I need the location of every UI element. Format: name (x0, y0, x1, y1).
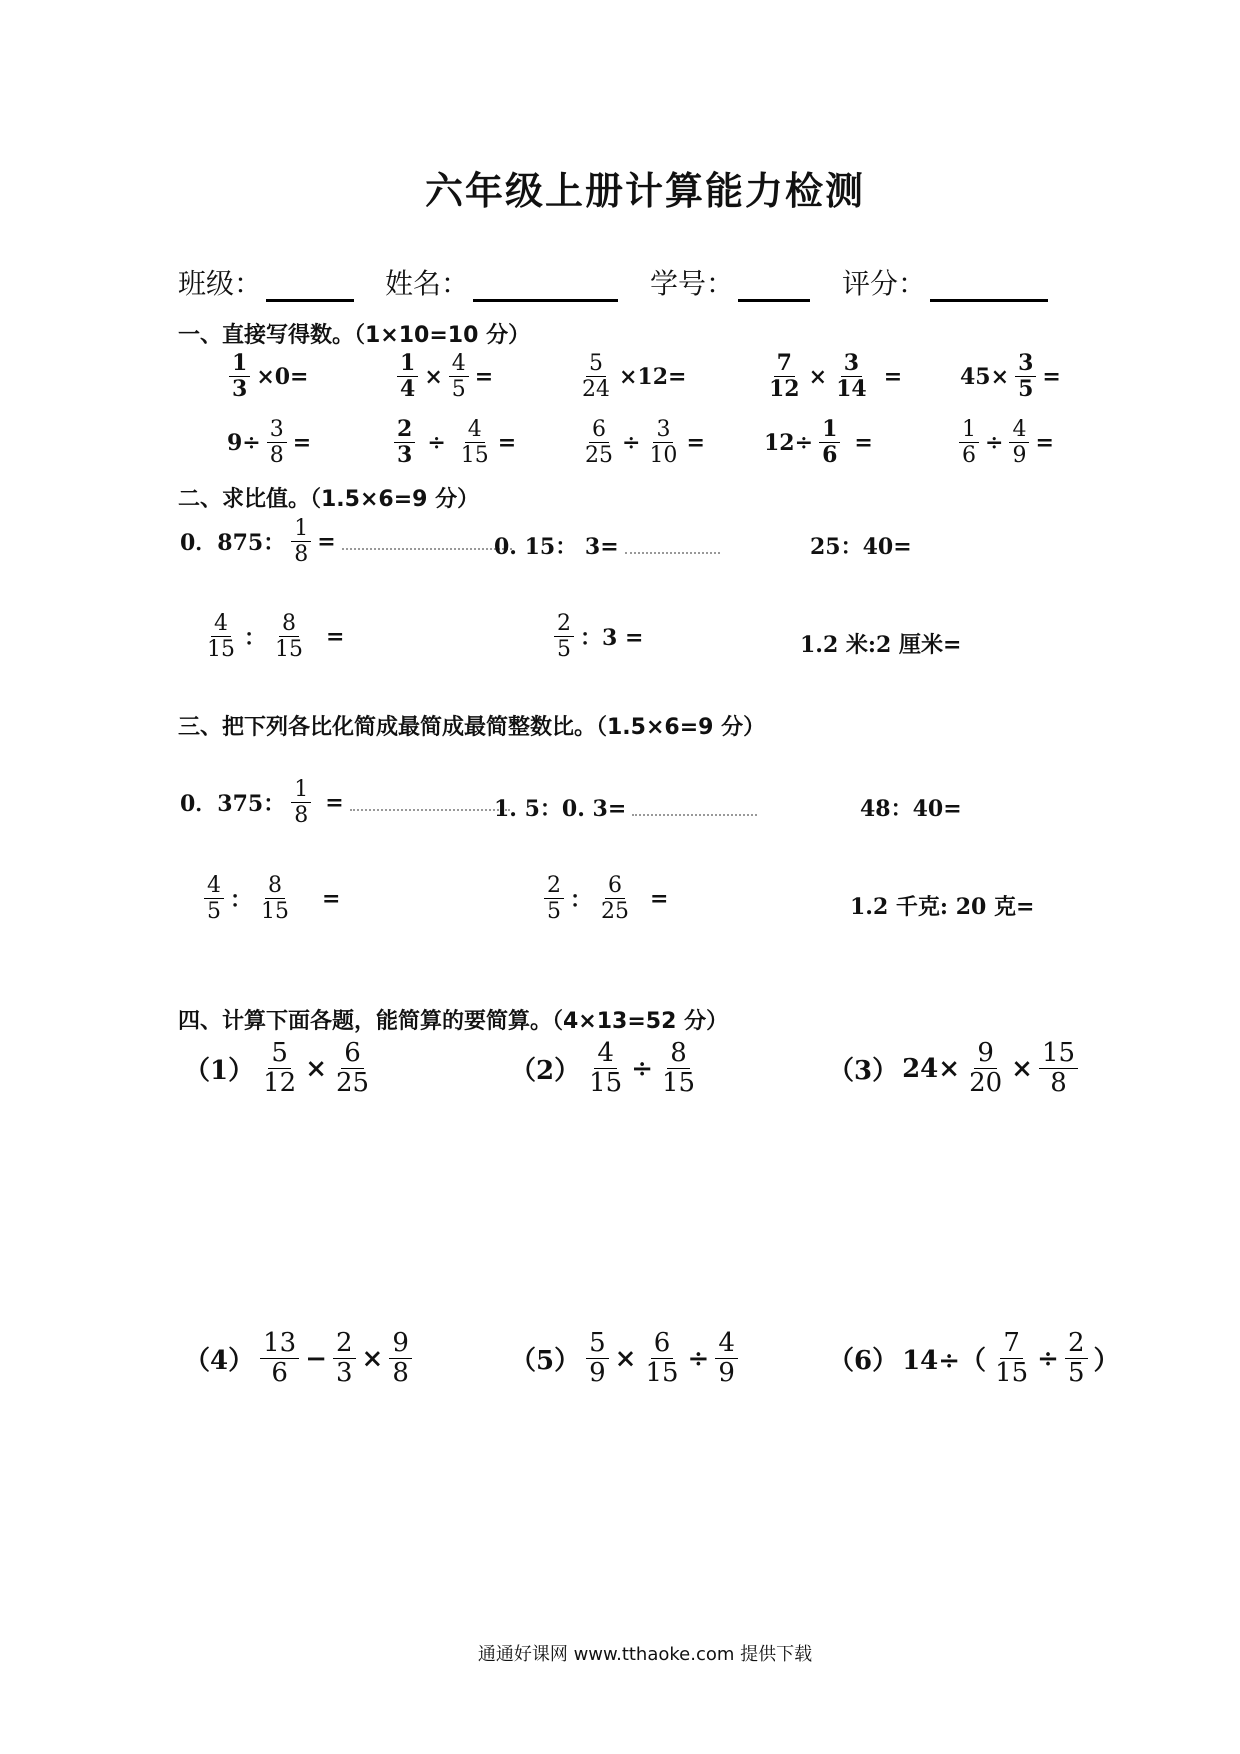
fraction (1015, 352, 1036, 401)
denominator: 6 (822, 442, 838, 469)
denominator: 20 (969, 1068, 1003, 1099)
numerator: 1 (291, 778, 311, 803)
student-number-label: 学号： (650, 267, 735, 300)
fraction (204, 612, 238, 661)
numerator: 3 (1015, 352, 1036, 377)
expr-text: 1.2 千克: 20 克= (850, 894, 1035, 920)
numerator: 2 (1065, 1330, 1088, 1359)
s1-question-9 (762, 418, 875, 467)
expr-prefix: 0．375： (180, 791, 286, 818)
expr-tail: = (497, 429, 517, 456)
fraction (554, 612, 574, 661)
numerator: 3 (267, 418, 287, 443)
denominator: 8 (294, 803, 309, 829)
denominator: 15 (261, 899, 290, 925)
class-blank[interactable] (266, 271, 354, 302)
expr-tail: = (883, 363, 903, 390)
fraction (333, 1330, 356, 1388)
class-label: 班级： (178, 267, 263, 300)
denominator: 12 (769, 376, 800, 403)
fraction (204, 874, 224, 923)
fraction (260, 1040, 299, 1098)
answer-dotted-line[interactable] (625, 538, 720, 554)
numerator: 8 (279, 612, 299, 637)
numerator: 4 (1009, 418, 1029, 443)
s4-problem-4 (182, 1330, 416, 1388)
numerator: 4 (449, 352, 469, 377)
denominator: 24 (582, 377, 610, 403)
numerator: 6 (589, 418, 609, 443)
fraction (715, 1330, 738, 1388)
expr-tail: ×12= (619, 363, 687, 390)
expr-tail: = (686, 429, 705, 456)
denominator: 15 (460, 443, 489, 469)
denominator: 5 (207, 899, 221, 925)
expr-tail: = (317, 528, 336, 555)
fraction (291, 517, 311, 566)
denominator: 3 (397, 442, 413, 469)
s4-problem-5 (508, 1330, 742, 1388)
s1-question-2 (393, 352, 495, 401)
operator: ÷ (985, 429, 1004, 456)
class-field (178, 262, 354, 302)
problem-label: （3） (828, 1056, 899, 1087)
answer-dotted-line[interactable] (342, 534, 512, 550)
operator: ： (244, 625, 267, 652)
operator: × (808, 363, 828, 390)
denominator: 12 (263, 1068, 297, 1099)
expr-tail: = (292, 429, 312, 456)
operator: ÷ (427, 429, 446, 456)
denominator: 15 (995, 1358, 1029, 1389)
operator: ： (570, 887, 593, 914)
expr-tail: = (1042, 363, 1061, 390)
fraction (642, 1330, 681, 1388)
fraction (1039, 1040, 1078, 1098)
expr-prefix: 9÷ (227, 429, 261, 456)
denominator: 25 (585, 443, 613, 469)
answer-dotted-line[interactable] (632, 800, 757, 816)
operator: ÷ (1037, 1343, 1059, 1374)
numerator: 1 (291, 517, 311, 542)
s2-question-3 (808, 530, 914, 561)
s3-question-2 (492, 792, 757, 823)
fraction (394, 418, 415, 467)
s1-question-10 (955, 418, 1056, 467)
numerator: 1 (397, 352, 418, 377)
s2-question-4 (200, 612, 346, 661)
operator: ÷ (631, 1053, 653, 1084)
numerator: 4 (594, 1040, 617, 1069)
numerator: 8 (265, 874, 285, 899)
s1-question-3 (575, 352, 688, 401)
expr-tail: = (326, 623, 345, 650)
denominator: 9 (1012, 443, 1027, 469)
denominator: 3 (232, 376, 248, 403)
fraction (586, 1040, 625, 1098)
numerator: 9 (974, 1040, 997, 1069)
numerator: 5 (268, 1040, 291, 1069)
section-3-heading: 三、把下列各比化简成最简成最简整数比。（1.5×6=9 分） (178, 715, 766, 740)
fraction (260, 1330, 299, 1388)
numerator: 1 (959, 418, 979, 443)
section-4-heading: 四、计算下面各题，能简算的要简算。（4×13=52 分） (178, 1009, 729, 1034)
fraction (766, 352, 803, 401)
denominator: 8 (294, 542, 309, 568)
fraction (659, 1040, 698, 1098)
denominator: 10 (649, 443, 678, 469)
numerator: 2 (554, 612, 574, 637)
denominator: 25 (335, 1068, 370, 1099)
expr-prefix: 0．875： (180, 530, 286, 557)
denominator: 5 (1067, 1358, 1085, 1389)
score-label: 评分： (842, 267, 927, 300)
fraction (1065, 1330, 1088, 1388)
numerator: 15 (1039, 1040, 1078, 1069)
numerator: 6 (605, 874, 625, 899)
s2-question-5 (550, 612, 645, 661)
fraction (1009, 418, 1029, 467)
denominator: 3 (335, 1358, 353, 1389)
expr-text: 1. 5：0. 3= (494, 796, 627, 822)
s4-problem-1 (182, 1040, 376, 1098)
expr-text: 48：40= (860, 796, 962, 822)
s3-question-5 (540, 874, 670, 923)
fraction (598, 874, 632, 923)
fraction (258, 874, 292, 923)
expr-tail: = (325, 789, 344, 816)
fraction (397, 352, 418, 401)
numerator: 6 (341, 1040, 364, 1069)
denominator: 15 (275, 637, 304, 663)
s3-question-4 (200, 874, 342, 923)
denominator: 6 (271, 1358, 288, 1389)
s2-question-2 (492, 530, 720, 561)
fraction (646, 418, 680, 467)
operator: × (614, 1343, 637, 1374)
fraction (586, 1330, 609, 1388)
expr-tail: = (650, 885, 669, 912)
expr-tail: ×0= (256, 363, 309, 390)
problem-label: （6） (828, 1346, 899, 1377)
name-label: 姓名： (385, 267, 470, 300)
s2-question-1 (178, 517, 512, 566)
fraction (291, 778, 311, 827)
s1-question-6 (225, 418, 313, 467)
denominator: 15 (661, 1068, 696, 1099)
numerator: 1 (819, 418, 840, 443)
operator: ÷ (622, 429, 641, 456)
expr-suffix: ） (1093, 1346, 1120, 1377)
student-number-field (650, 262, 810, 302)
fraction (582, 418, 616, 467)
operator: × (1011, 1053, 1033, 1084)
numerator: 6 (651, 1330, 674, 1359)
s2-question-6 (798, 628, 963, 659)
name-blank[interactable] (473, 271, 618, 302)
fraction (333, 1040, 372, 1098)
expr-tail: = (322, 885, 341, 912)
expr-prefix: 45× (960, 363, 1010, 390)
name-field (385, 262, 618, 302)
expr-tail: = (474, 363, 494, 390)
fraction (267, 418, 287, 467)
fraction (272, 612, 306, 661)
denominator: 8 (269, 443, 284, 469)
section-1-heading: 一、直接写得数。（1×10=10 分） (178, 323, 531, 348)
s3-question-3 (858, 792, 964, 823)
s4-problem-3 (826, 1040, 1082, 1098)
s1-question-5 (958, 352, 1063, 401)
fraction (389, 1330, 412, 1388)
section-2-heading: 二、求比值。（1.5×6=9 分） (178, 487, 480, 512)
expr-tail: = (854, 429, 873, 456)
fraction (833, 352, 870, 401)
denominator: 15 (207, 637, 235, 663)
numerator: 4 (211, 612, 231, 637)
s1-question-7 (390, 418, 518, 467)
s1-question-4 (762, 352, 904, 401)
numerator: 13 (260, 1330, 299, 1359)
numerator: 3 (841, 352, 862, 377)
fraction (579, 352, 613, 401)
fraction (229, 352, 250, 401)
problem-label: （1） (184, 1056, 255, 1087)
numerator: 4 (204, 874, 224, 899)
denominator: 15 (645, 1358, 679, 1389)
operator: × (305, 1053, 327, 1084)
fraction (544, 874, 564, 923)
denominator: 25 (601, 899, 630, 925)
expr-prefix: 14÷（ (902, 1346, 987, 1377)
numerator: 4 (715, 1330, 738, 1359)
expr-text: 0. 15： 3= (494, 534, 619, 560)
s4-problem-6 (826, 1330, 1122, 1388)
operator: − (305, 1343, 327, 1374)
operator: × (361, 1343, 384, 1374)
numerator: 8 (667, 1040, 690, 1069)
problem-label: （5） (510, 1346, 581, 1377)
numerator: 5 (586, 352, 606, 377)
fraction (819, 418, 840, 467)
expr-text: 1.2 米:2 厘米= (800, 632, 962, 658)
footer-credit: 通通好课网 www.tthaoke.com 提供下载 (477, 1644, 813, 1665)
fraction (449, 352, 469, 401)
expr-tail: = (1035, 429, 1054, 456)
expr-text: 25：40= (810, 534, 912, 560)
denominator: 14 (836, 376, 867, 403)
problem-label: （4） (184, 1346, 255, 1377)
denominator: 9 (589, 1358, 606, 1389)
denominator: 5 (1018, 376, 1034, 403)
problem-label: （2） (510, 1056, 581, 1087)
denominator: 8 (392, 1358, 409, 1389)
s3-question-1 (178, 778, 510, 827)
operator: ÷ (687, 1343, 710, 1374)
s1-question-8 (578, 418, 707, 467)
denominator: 15 (589, 1068, 623, 1099)
denominator: 9 (718, 1358, 735, 1389)
numerator: 2 (333, 1330, 356, 1359)
s3-question-6 (848, 890, 1036, 921)
fraction (458, 418, 492, 467)
expr-prefix: 12÷ (764, 429, 814, 456)
expr-prefix: 24× (902, 1053, 961, 1084)
operator: ： (230, 887, 253, 914)
fraction (966, 1040, 1005, 1098)
denominator: 5 (547, 899, 561, 925)
fraction (992, 1330, 1031, 1388)
denominator: 4 (400, 376, 416, 403)
numerator: 7 (1000, 1330, 1023, 1359)
numerator: 3 (653, 418, 673, 443)
denominator: 5 (451, 377, 466, 403)
numerator: 5 (586, 1330, 609, 1359)
page-title: 六年级上册计算能力检测 (424, 169, 865, 213)
numerator: 4 (465, 418, 485, 443)
denominator: 6 (962, 443, 976, 469)
student-number-blank[interactable] (738, 271, 810, 302)
denominator: 5 (557, 637, 571, 663)
s4-problem-2 (508, 1040, 702, 1098)
numerator: 2 (544, 874, 564, 899)
operator: × (424, 363, 443, 390)
numerator: 1 (229, 352, 250, 377)
answer-dotted-line[interactable] (350, 795, 510, 811)
score-blank[interactable] (930, 271, 1048, 302)
expr-tail: ：3 = (580, 625, 644, 652)
s1-question-1 (225, 352, 311, 401)
denominator: 8 (1050, 1068, 1067, 1099)
fraction (959, 418, 979, 467)
numerator: 9 (389, 1330, 412, 1359)
numerator: 7 (774, 352, 795, 377)
score-field (842, 262, 1048, 302)
numerator: 2 (394, 418, 415, 443)
